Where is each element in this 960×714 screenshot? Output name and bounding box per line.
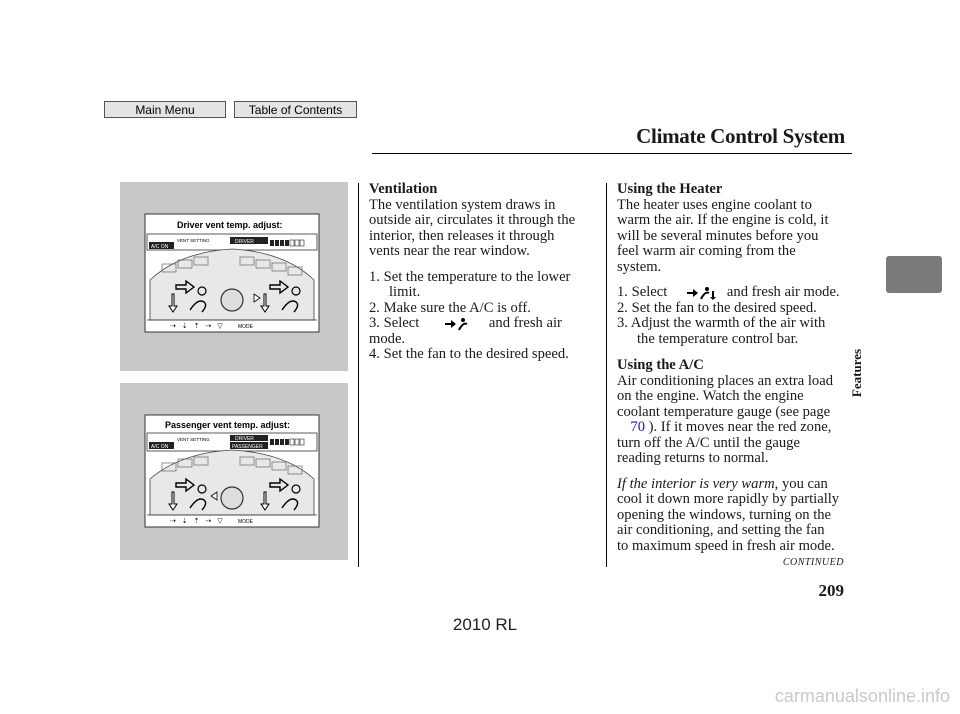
watermark: carmanualsonline.info <box>774 686 950 706</box>
column-divider-2 <box>606 183 607 567</box>
heater-intro-line: will be several minutes before you <box>617 227 819 244</box>
ventilation-step-1: 1. Set the temperature to the lower <box>369 268 571 285</box>
heater-step-2: 2. Set the fan to the desired speed. <box>617 299 817 316</box>
mode-label: MODE <box>238 324 253 330</box>
heater-intro-line: warm the air. If the engine is cold, it <box>617 212 829 228</box>
warm-tip-line: cool it down more rapidly by partially <box>617 491 840 507</box>
ventilation-step-3: 3. Select and fresh air mode. <box>369 315 562 347</box>
heater-step-3: 3. Adjust the warmth of the air with <box>617 315 826 331</box>
page-title: Climate Control System <box>636 124 845 148</box>
heat-mode-icon <box>685 286 717 300</box>
driver-vent-figure <box>120 182 348 371</box>
ac-on-label: A/C ON <box>151 244 169 250</box>
passenger-label: PASSENGER <box>232 444 263 450</box>
ventilation-intro-line: The ventilation system draws in <box>369 196 556 213</box>
column-divider-1 <box>358 183 359 567</box>
main-menu-button[interactable]: Main Menu <box>104 101 226 118</box>
mode-label: MODE <box>238 519 253 525</box>
ventilation-intro-line: outside air, circulates it through the <box>369 212 576 228</box>
model-footer: 2010 RL <box>452 615 518 634</box>
heater-intro-line: feel warm air coming from the <box>617 243 796 259</box>
ac-heading: Using the A/C <box>617 357 704 373</box>
ac-line-with-ref: 70 ). If it moves near the red zone, <box>617 420 852 436</box>
page-70-link[interactable]: 70 <box>630 419 645 435</box>
temp-bar <box>270 240 304 246</box>
vent-setting-label: VENT SETTING <box>177 437 210 442</box>
page-number: 209 <box>818 581 844 600</box>
section-label: Features <box>849 348 864 398</box>
warm-tip-line: air conditioning, and setting the fan <box>617 522 825 538</box>
ventilation-intro-line: vents near the rear window. <box>369 243 530 259</box>
warm-tip-line: If the interior is very warm, you can <box>617 475 828 492</box>
ac-line: turn off the A/C until the gauge <box>617 434 800 451</box>
heater-ac-section <box>617 182 852 554</box>
heater-step-3-cont: the temperature control bar. <box>637 330 799 347</box>
driver-label: DRIVER <box>235 436 254 442</box>
continued-label: CONTINUED <box>782 557 844 568</box>
svg-text:⇢ ⇣ ⇡ ⇢ ▽: ⇢ ⇣ ⇡ ⇢ ▽ <box>170 518 225 525</box>
ventilation-step-4: 4. Set the fan to the desired speed. <box>369 346 569 362</box>
svg-text:⇢ ⇣ ⇡ ⇢ ▽: ⇢ ⇣ ⇡ ⇢ ▽ <box>170 323 225 330</box>
ventilation-step-1-cont: limit. <box>389 284 421 300</box>
passenger-vent-figure <box>120 383 348 560</box>
header-rule <box>372 153 852 154</box>
heater-heading: Using the Heater <box>617 181 723 197</box>
section-tab <box>886 256 942 293</box>
ventilation-section <box>369 182 599 363</box>
ac-on-label: A/C ON <box>151 444 169 450</box>
ac-line: reading returns to normal. <box>617 450 769 466</box>
table-of-contents-button[interactable]: Table of Contents <box>234 101 357 118</box>
vent-setting-label: VENT SETTING <box>177 238 210 243</box>
heater-step-1: 1. Select and fresh air mode. <box>617 284 840 300</box>
vent-mode-icon <box>443 317 475 331</box>
ac-line: coolant temperature gauge (see page <box>617 403 831 420</box>
driver-label: DRIVER <box>235 239 254 245</box>
ac-line: on the engine. Watch the engine <box>617 388 804 404</box>
heater-intro-line: system. <box>617 258 662 275</box>
figure-title: Passenger vent temp. adjust: <box>165 420 291 430</box>
warm-tip-line: opening the windows, turning on the <box>617 506 832 523</box>
ventilation-intro-line: interior, then releases it through <box>369 227 555 244</box>
ac-line: Air conditioning places an extra load <box>617 372 833 389</box>
ventilation-step-2: 2. Make sure the A/C is off. <box>369 299 531 316</box>
heater-intro-line: The heater uses engine coolant to <box>617 196 812 213</box>
warm-tip-line: to maximum speed in fresh air mode. <box>617 537 835 554</box>
figure-title: Driver vent temp. adjust: <box>177 220 283 230</box>
ventilation-heading: Ventilation <box>369 181 438 197</box>
